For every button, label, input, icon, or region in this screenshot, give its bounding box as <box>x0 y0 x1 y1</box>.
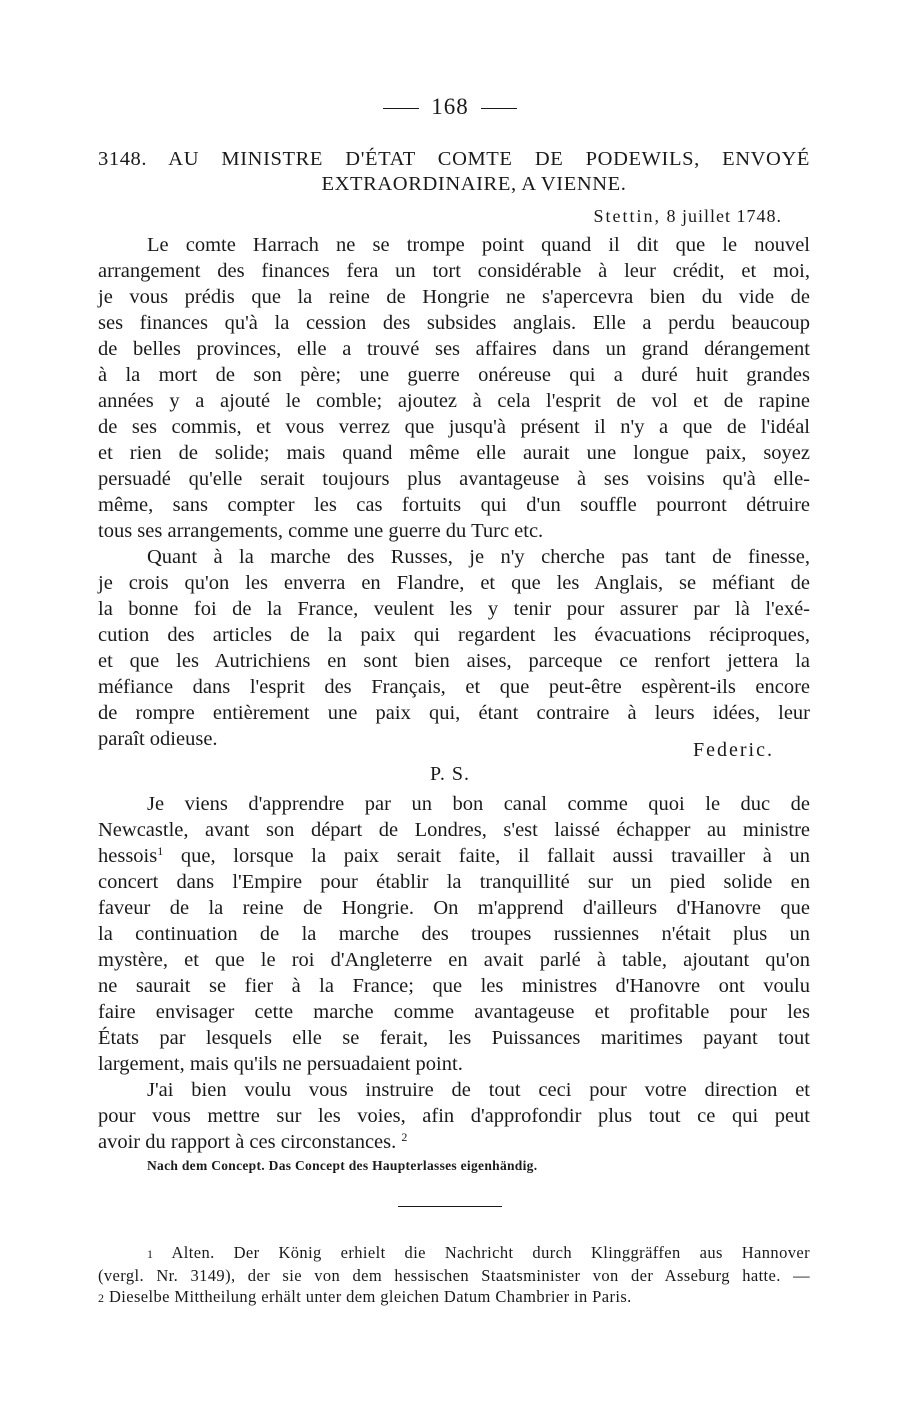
postscript-line: largement, mais qu'ils ne persuadaient point. <box>98 1053 463 1075</box>
postscript-line: concert dans l'Empire pour établir la tranquillité sur un pied solide en <box>98 871 810 893</box>
letter-heading-line-1 <box>98 147 810 172</box>
footnote-1-line-1 <box>98 1242 810 1265</box>
page-number-dash-left <box>383 108 419 109</box>
paragraph-1-line: à la mort de son père; une guerre onéreuse qui a duré huit grandes <box>98 364 810 386</box>
page-number <box>0 94 900 120</box>
paragraph-2-line: paraît odieuse. <box>98 728 218 750</box>
signature: Federic. <box>693 739 774 761</box>
source-note: Nach dem Concept. Das Concept des Haupterlasses eigenhändig. <box>147 1158 538 1173</box>
postscript-line: États par lesquels elle se ferait, les Puissances maritimes payant tout <box>98 1027 810 1049</box>
paragraph-2-line: de rompre entièrement une paix qui, étant contraire à leurs idées, leur <box>98 702 810 724</box>
footnote-1-mark: 1 <box>147 1247 154 1261</box>
paragraph-1-line: je vous prédis que la reine de Hongrie ne s'apercevra bien du vide de <box>98 286 810 308</box>
footnote-ref-1[interactable]: 1 <box>157 844 164 858</box>
paragraph-1-line: Le comte Harrach ne se trompe point quand il dit que le nouvel <box>147 234 810 256</box>
footnote-1-text-1: Alten. Der König erhielt die Nachricht durch Klinggräffen aus Hannover <box>171 1243 811 1262</box>
footnote-ref-2[interactable]: 2 <box>401 1130 408 1144</box>
postscript-line-rest: que, lorsque la paix serait faite, il fallait aussi travailler à un <box>180 845 811 867</box>
dateline-place: Stettin, <box>593 206 661 226</box>
paragraph-1-line: de ses commis, et vous verrez que jusqu'à présent il n'y a que de l'idéal <box>98 416 810 438</box>
postscript-line: mystère, et que le roi d'Angleterre en avait parlé à table, ajoutant qu'on <box>98 949 810 971</box>
footnote-divider <box>398 1206 502 1207</box>
dateline-date: 8 juillet 1748. <box>666 206 782 226</box>
paragraph-1-line: même, sans compter les cas fortuits qui d'un souffle pourront détruire <box>98 494 810 516</box>
paragraph-2-line: cution des articles de la paix qui regardent les évacuations réciproques, <box>98 624 810 646</box>
paragraph-1-line: de belles provinces, elle a trouvé ses affaires dans un grand dérangement <box>98 338 810 360</box>
postscript-label: P. S. <box>429 763 471 785</box>
postscript-line: Newcastle, avant son départ de Londres, s'est laissé échapper au ministre <box>98 819 810 841</box>
postscript-line: Je viens d'apprendre par un bon canal comme quoi le duc de <box>147 793 810 815</box>
paragraph-1-line: ses finances qu'à la cession des subsides anglais. Elle a perdu beaucoup <box>98 312 810 334</box>
postscript-line: ne saurait se fier à la France; que les ministres d'Hanovre ont voulu <box>98 975 810 997</box>
postscript-paragraph-1 <box>98 791 810 1077</box>
paragraph-1-line: tous ses arrangements, comme une guerre du Turc etc. <box>98 520 544 542</box>
footnote-2-text: Dieselbe Mittheilung erhält unter dem gleichen Datum Chambrier in Paris. <box>108 1287 632 1306</box>
postscript-line: faire envisager cette marche comme avantageuse et profitable pour les <box>98 1001 810 1023</box>
dateline <box>593 206 782 227</box>
paragraph-2-line: Quant à la marche des Russes, je n'y cherche pas tant de finesse, <box>147 546 810 568</box>
footnote-2 <box>98 1286 810 1309</box>
postscript-line-with-footnote <box>98 843 810 869</box>
postscript-line-text: avoir du rapport à ces circonstances. <box>98 1131 397 1153</box>
postscript-line: faveur de la reine de Hongrie. On m'apprend d'ailleurs d'Hanovre que <box>98 897 810 919</box>
page-number-value: 168 <box>431 94 469 119</box>
paragraph-2 <box>98 544 810 752</box>
paragraph-2-line: méfiance dans l'esprit des Français, et que peut-être espèrent-ils encore <box>98 676 810 698</box>
footnotes <box>98 1242 810 1309</box>
paragraph-1-line: arrangement des finances fera un tort considérable à leur crédit, et moi, <box>98 260 810 282</box>
letter-body <box>98 232 810 752</box>
postscript-line: pour vous mettre sur les voies, afin d'approfondir plus tout ce qui peut <box>98 1105 810 1127</box>
word-hessois: hessois <box>98 845 158 867</box>
letter-heading-line-2: EXTRAORDINAIRE, A VIENNE. <box>321 173 627 195</box>
letter-heading-text-1: AU MINISTRE D'ÉTAT COMTE DE PODEWILS, ENVOYÉ <box>168 148 810 170</box>
paragraph-2-line: la bonne foi de la France, veulent les y tenir pour assurer par là l'exé- <box>98 598 810 620</box>
postscript-line: la continuation de la marche des troupes russiennes n'était plus un <box>98 923 810 945</box>
paragraph-1-line: années y a ajouté le comble; ajoutez à cela l'esprit de vol et de rapine <box>98 390 810 412</box>
postscript-line: J'ai bien voulu vous instruire de tout ceci pour votre direction et <box>147 1079 810 1101</box>
postscript-paragraph-2 <box>98 1077 810 1155</box>
page-number-dash-right <box>481 108 517 109</box>
letter-number: 3148. <box>98 148 148 170</box>
paragraph-2-line: je crois qu'on les enverra en Flandre, et que les Anglais, se méfiant de <box>98 572 810 594</box>
paragraph-1-line: et rien de solide; mais quand même elle aurait une longue paix, soyez <box>98 442 810 464</box>
footnote-1-line-2: (vergl. Nr. 3149), der sie von dem hessischen Staatsminister von der Asseburg hatte. — <box>98 1266 810 1285</box>
postscript-body <box>98 791 810 1155</box>
postscript-line-with-footnote <box>98 1129 810 1155</box>
paragraph-1-line: persuadé qu'elle serait toujours plus avantageuse à ses voisins qu'à elle- <box>98 468 810 490</box>
paragraph-1 <box>98 232 810 544</box>
letter-heading <box>98 147 810 197</box>
footnote-2-mark: 2 <box>98 1291 105 1305</box>
paragraph-2-line: et que les Autrichiens en sont bien aises, parceque ce renfort jettera la <box>98 650 810 672</box>
